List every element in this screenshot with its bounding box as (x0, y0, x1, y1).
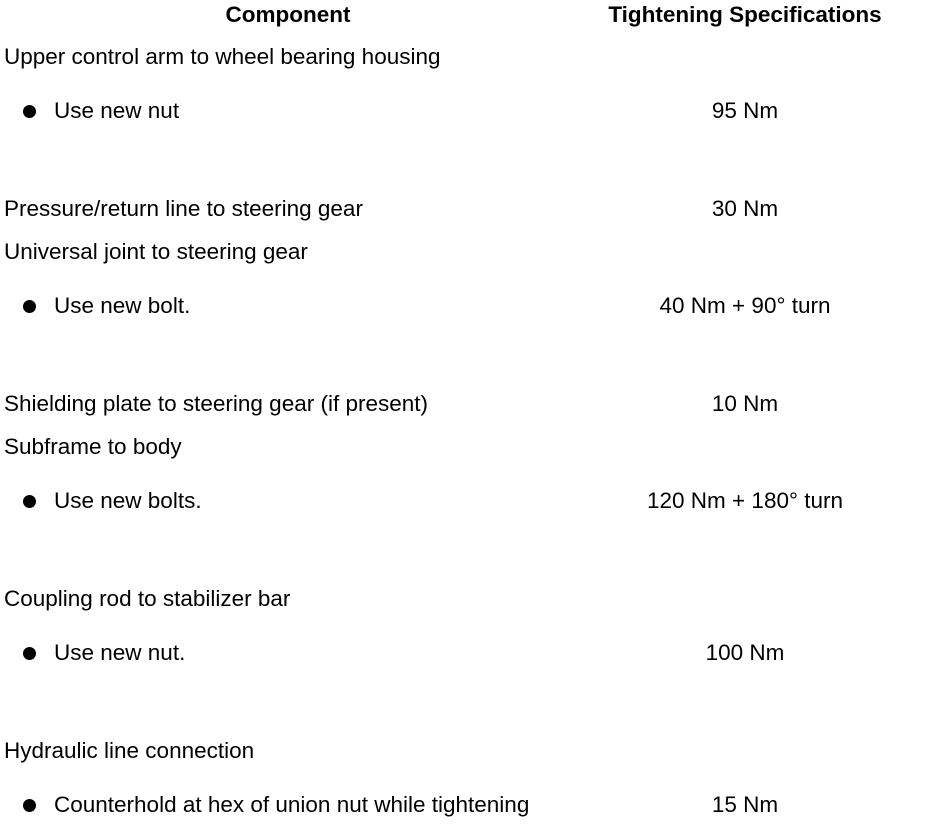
spec-15-nm: 15 Nm (711, 792, 779, 817)
spec-10-nm: 10 Nm (711, 391, 779, 416)
note-use-new-nut-2: Use new nut. (54, 640, 186, 665)
header-component: Component (225, 2, 351, 27)
spec-120-nm-180-turn: 120 Nm + 180° turn (647, 488, 843, 513)
component-upper-control-arm: Upper control arm to wheel bearing housing (4, 44, 441, 69)
bullet-icon (23, 799, 36, 812)
spec-95-nm: 95 Nm (711, 98, 779, 123)
bullet-icon (23, 495, 36, 508)
spec-30-nm: 30 Nm (711, 196, 779, 221)
note-use-new-bolt: Use new bolt. (54, 293, 191, 318)
note-use-new-nut: Use new nut (54, 98, 180, 123)
component-hydraulic-line: Hydraulic line connection (4, 738, 255, 763)
spec-40-nm-90-turn: 40 Nm + 90° turn (659, 293, 831, 318)
component-pressure-return-line: Pressure/return line to steering gear (4, 196, 363, 221)
component-subframe-to-body: Subframe to body (4, 434, 182, 459)
bullet-icon (23, 647, 36, 660)
component-universal-joint: Universal joint to steering gear (4, 239, 308, 264)
component-shielding-plate: Shielding plate to steering gear (if present) (4, 391, 428, 416)
note-use-new-bolts: Use new bolts. (54, 488, 202, 513)
spec-100-nm: 100 Nm (705, 640, 785, 665)
bullet-icon (23, 105, 36, 118)
bullet-icon (23, 300, 36, 313)
header-tightening-specifications: Tightening Specifications (608, 2, 882, 27)
note-counterhold-hex: Counterhold at hex of union nut while tightening (54, 792, 530, 817)
component-coupling-rod: Coupling rod to stabilizer bar (4, 586, 291, 611)
